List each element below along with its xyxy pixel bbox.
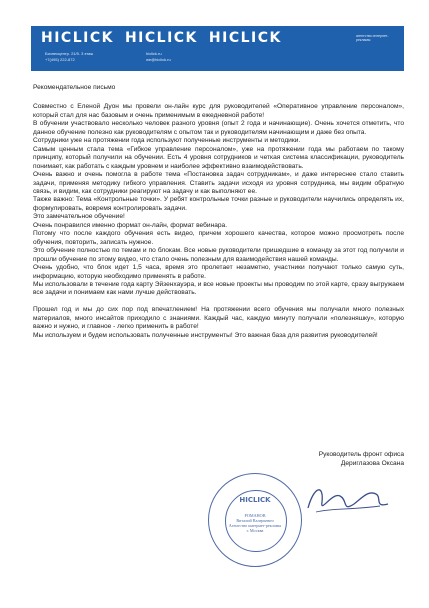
paragraph: Совместно с Еленой Дуон мы провели он-лайн курс для руководителей «Оперативное управление персоналом», который стал для нас базовым и очень применимым в ежедневной работе! <box>33 103 404 119</box>
company-stamp <box>208 473 302 567</box>
brand-logo <box>41 30 282 46</box>
logo-word: HICLICK <box>41 30 114 46</box>
paragraph: Мы использовали в течение года карту Эйзенхауэра, и все новые проекты мы проводим по этой карте, сразу выгружаем все задачи и понимаем как нами лучше действовать. <box>33 280 405 297</box>
email: we@hiclick.ru <box>146 57 171 62</box>
paragraph: Это замечательное обучение! <box>33 213 125 221</box>
paragraph: Также важно: Тема «Контрольные точки». У ребят контрольные точки разные и руководители научились определять их, формулировать, вовремя контролировать задачи. <box>33 196 404 212</box>
website: hiclick.ru <box>146 51 162 56</box>
tagline: агентство интернет-рекламы <box>356 34 389 42</box>
paragraph: Очень важно и очень помогла в работе тема «Постановка задач сотрудникам», и даже интереснее стало ставить задачи, применяя методику гибкого управления. Ставить задачи исходя из уровня сотрудника, мы видим обратную связь, и видим, как сотрудники реагируют на задачу и как выполняют ее. <box>33 171 404 195</box>
paragraph: Потому что после каждого обучения есть видео, причем хорошего качества, которое можно просмотреть после обучения, повторить, записать нужное. <box>33 230 404 246</box>
letter-body <box>33 84 404 340</box>
stamp-line: г. Москва <box>246 528 264 533</box>
stamp-line: Агентство интернет-рекламы <box>228 523 282 528</box>
closing-paragraph: Прошел год и мы до сих пор под впечатлением! На протяжении всего обучения мы получали много полезных материалов, много инсайтов приходило с знаниями. Каждый час, каждую минуту получали «полезняшку», которую важно и нужно, и главное - легко применить в работе! <box>33 306 404 331</box>
letterhead <box>31 26 404 71</box>
phone: +7(495) 222-872 <box>45 57 75 62</box>
paragraph: Сотрудники уже на протяжении года используют полученные инструменты и методики. <box>33 137 301 145</box>
stamp-text <box>209 513 301 533</box>
letter-title: Рекомендательное письмо <box>33 84 116 91</box>
handwritten-signature <box>302 478 392 520</box>
stamp-line: Виталий Валерьевич <box>236 518 274 523</box>
paragraph: Это обучение полностью по темам и по блокам. Все новые руководители пришедшие в команду за этот год получили и прошли обучение по этому видео, что стало очень полезным для взаимодействия нашей команды. <box>33 247 404 263</box>
paragraph: В обучении участвовало несколько человек разного уровня (опыт 2 года и начинающие). Очень хочется отметить, что данное обучение полезно как руководителям с опытом так и руководителям начинающим и даже без опыта. <box>33 120 404 136</box>
signer-name: Дериглазова Оксана <box>340 459 404 467</box>
paragraph: Самым ценным стала тема «Гибкое управление персоналом», уже на протяжении года мы работаем по такому принципу, который получили на обучении. Есть 4 уровня сотрудников и четкая система классификации, руководитель понимает, как работать с каждым уровнем и наиболее эффективно взаимодействовать. <box>33 145 404 170</box>
contact-address-phone <box>45 51 93 63</box>
address: Бизнесцентр. 21/5. 3 этаж <box>45 51 94 56</box>
logo-word: HICLICK <box>124 30 198 46</box>
closing-paragraph: Мы используем и будем использовать полученные инструменты! Это важная база для развития руководителей! <box>33 331 378 339</box>
paragraph: Очень удобно, что блок идет 1,5 часа, время это пролетает незаметно, участники получают только самую суть, информацию, которую необходимо применять в работе. <box>33 264 404 280</box>
stamp-logo: HICLICK <box>239 496 271 504</box>
contact-web <box>146 51 171 63</box>
logo-word: HICLICK <box>208 30 282 46</box>
signer-position: Руководитель фронт офиса <box>318 451 404 458</box>
signature-block <box>300 451 404 468</box>
paragraph: Очень понравился именно формат он-лайн, формат вебинара. <box>33 221 228 229</box>
stamp-line: РОМАНОВ <box>244 513 266 518</box>
